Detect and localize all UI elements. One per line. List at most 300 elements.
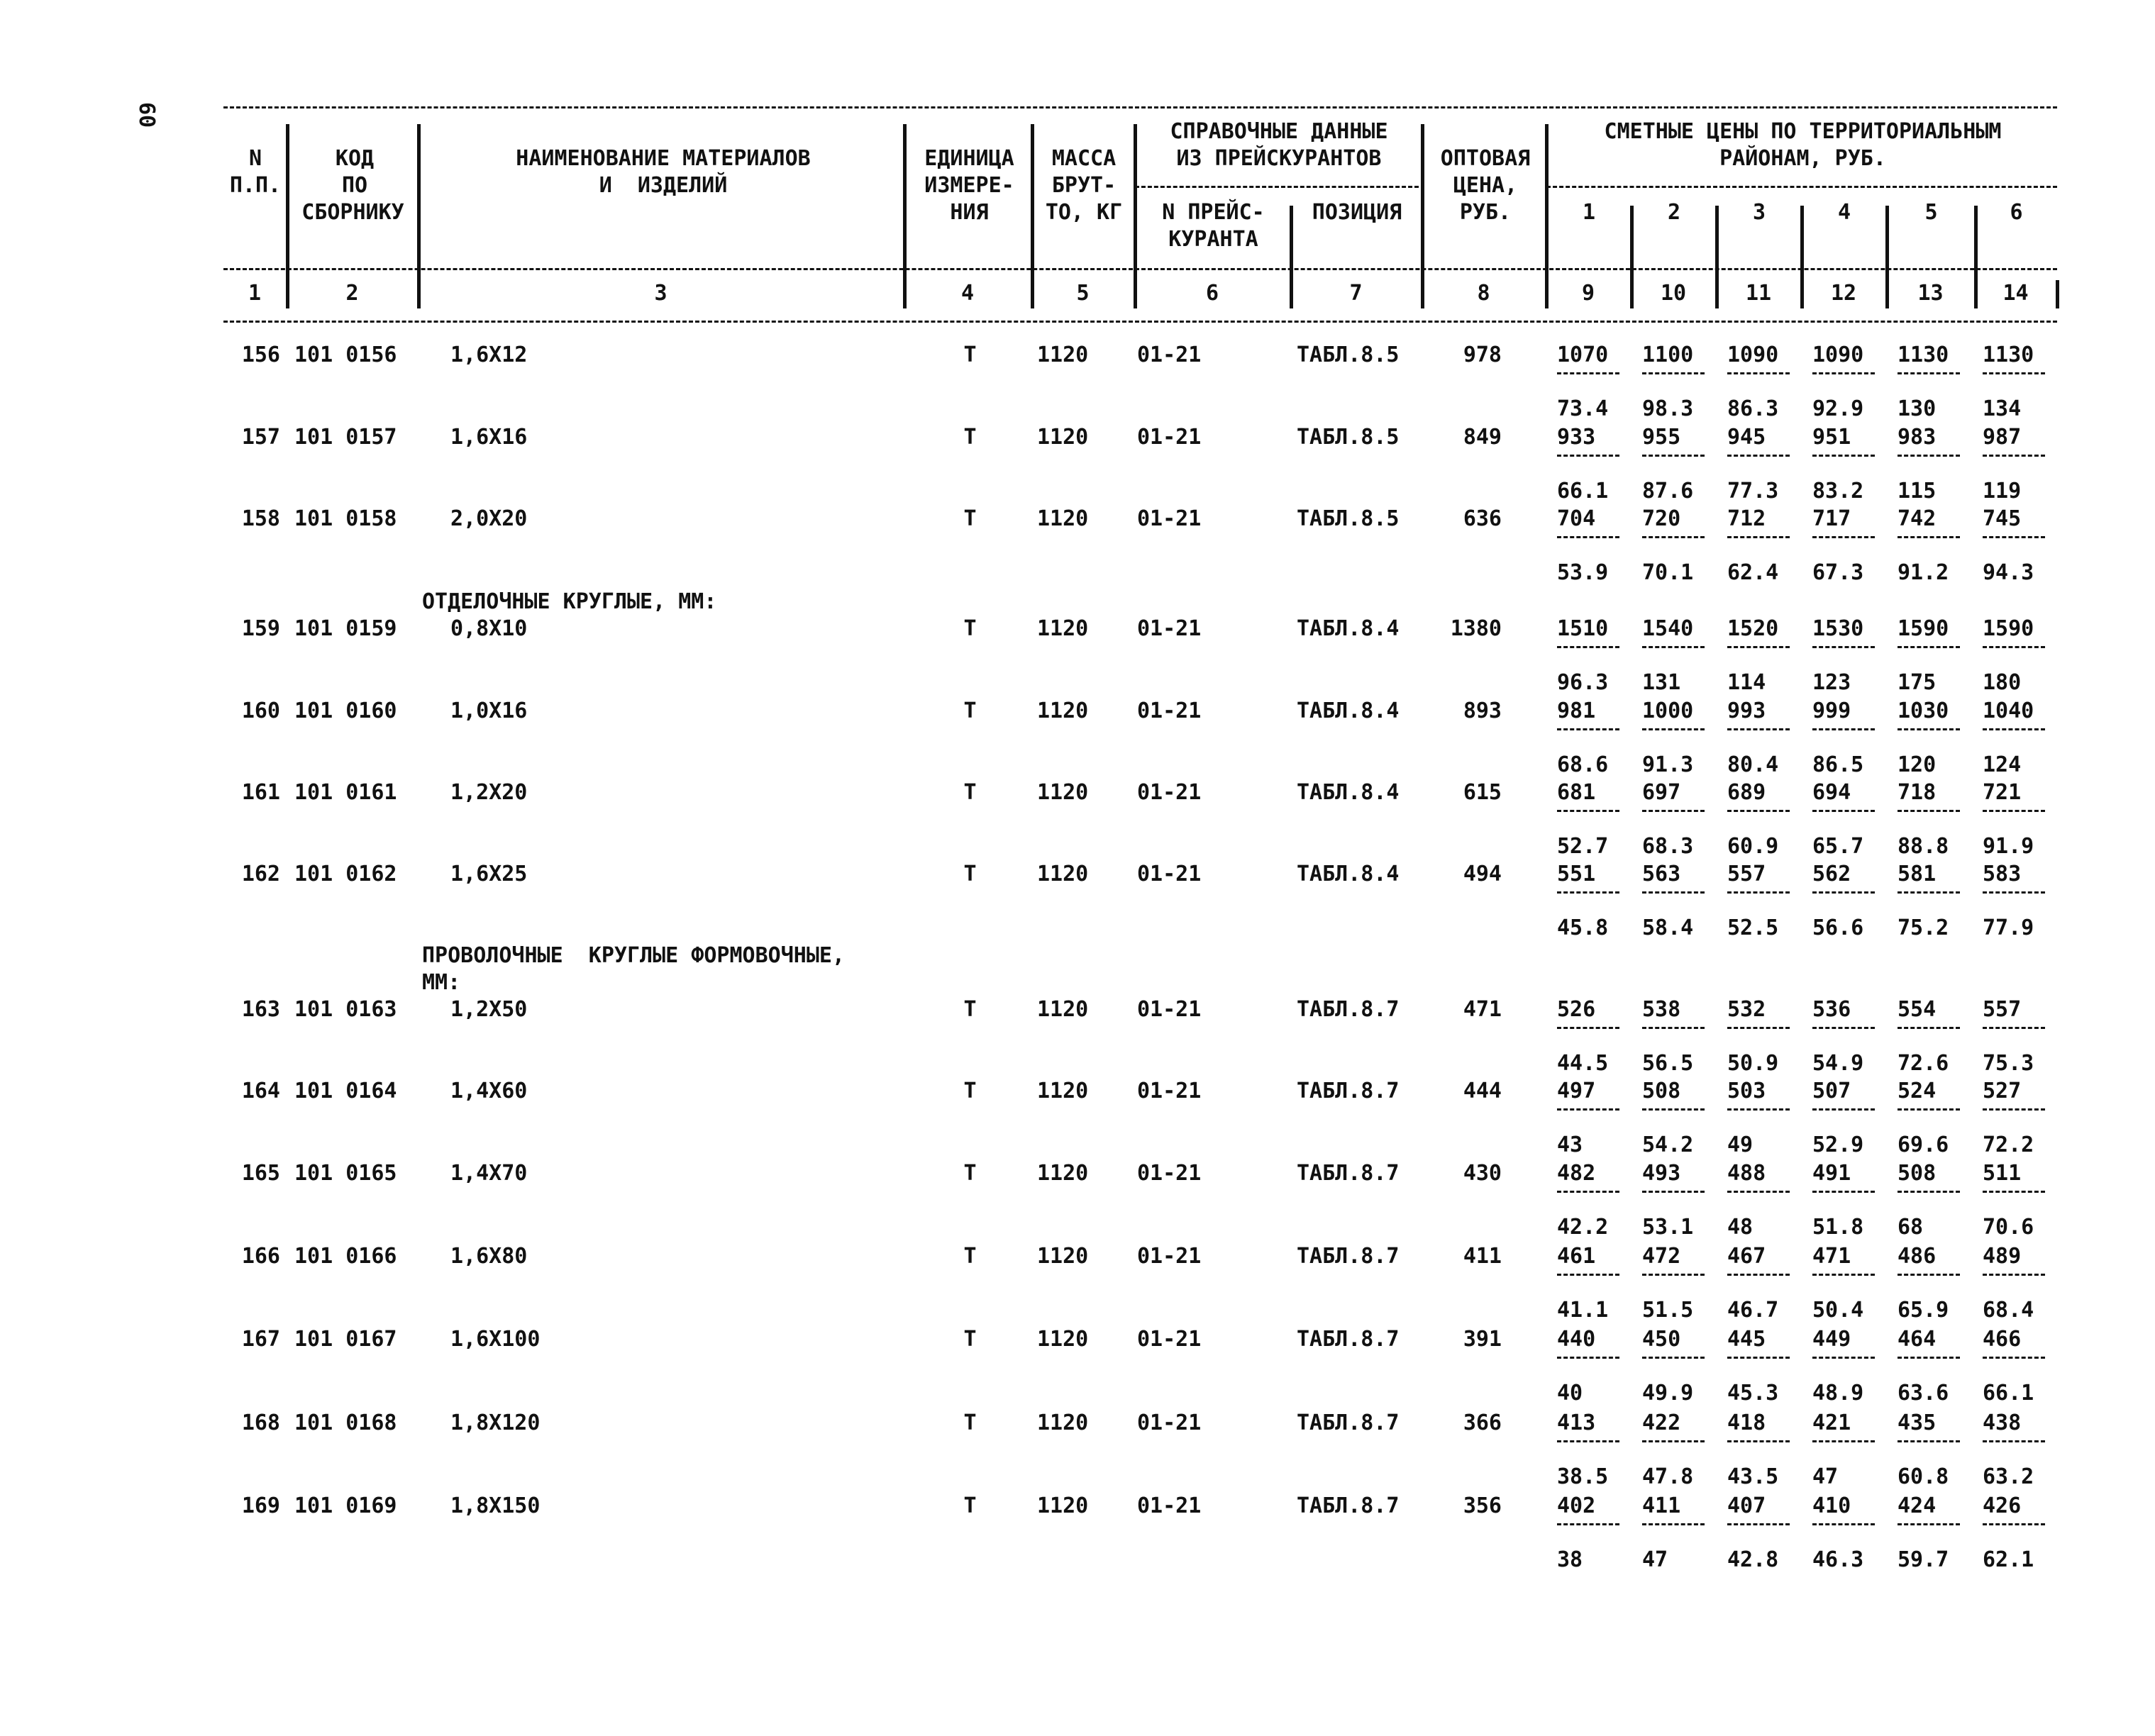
row-sub-value-region-5: 120 — [1898, 752, 1937, 777]
row-name: 1,2X50 — [450, 997, 528, 1022]
row-sub-value-region-2: 87.6 — [1642, 479, 1694, 503]
row-sub-value-region-3: 80.4 — [1727, 752, 1779, 777]
price-divider-dash — [1557, 1108, 1619, 1111]
price-divider-dash — [1727, 810, 1790, 812]
price-divider-dash — [1983, 1191, 2045, 1193]
price-divider-dash — [1983, 646, 2045, 648]
row-price-region-4: 449 — [1812, 1327, 1851, 1352]
price-divider-dash — [1983, 728, 2045, 730]
row-number: 166 — [241, 1244, 280, 1269]
row-price-list: 01-21 — [1137, 699, 1202, 723]
row-code: 101 0163 — [294, 997, 397, 1022]
row-sub-value-region-4: 47 — [1812, 1464, 1839, 1489]
row-price-region-5: 983 — [1898, 425, 1937, 450]
row-unit: Т — [963, 343, 977, 367]
price-divider-dash — [1642, 1357, 1705, 1359]
column-number-5: 5 — [1076, 281, 1090, 306]
header-region-6: 6 — [2010, 200, 2023, 225]
row-sub-value-region-5: 72.6 — [1898, 1051, 1949, 1076]
price-divider-dash — [1642, 1027, 1705, 1029]
row-code: 101 0168 — [294, 1410, 397, 1435]
price-divider-dash — [1812, 1274, 1875, 1276]
price-divider-dash — [1898, 455, 1960, 457]
row-price-region-3: 418 — [1727, 1410, 1766, 1435]
row-price-region-2: 422 — [1642, 1410, 1681, 1435]
price-divider-dash — [1727, 1357, 1790, 1359]
row-mass: 1120 — [1037, 780, 1089, 805]
price-divider-dash — [1557, 536, 1619, 538]
row-sub-value-region-5: 69.6 — [1898, 1133, 1949, 1157]
header-region-4: 4 — [1837, 200, 1851, 225]
header-col8-line2: ЦЕНА, — [1453, 173, 1518, 198]
column-divider — [2056, 280, 2059, 308]
row-price-list: 01-21 — [1137, 1493, 1202, 1518]
column-number-10: 10 — [1660, 281, 1687, 306]
row-number: 160 — [241, 699, 280, 723]
column-number-12: 12 — [1830, 281, 1857, 306]
row-price-region-1: 981 — [1557, 699, 1596, 723]
price-divider-dash — [1812, 1523, 1875, 1525]
row-number: 168 — [241, 1410, 280, 1435]
price-divider-dash — [1983, 1357, 2045, 1359]
section-title: ОТДЕЛОЧНЫЕ КРУГЛЫЕ, ММ: — [422, 589, 717, 614]
row-wholesale: 1380 — [1450, 616, 1502, 641]
row-price-region-6: 466 — [1983, 1327, 2022, 1352]
header-col8-line1: ОПТОВАЯ — [1440, 146, 1531, 171]
row-name: 1,8X150 — [450, 1493, 541, 1518]
price-divider-dash — [1812, 1027, 1875, 1029]
row-sub-value-region-6: 62.1 — [1983, 1547, 2034, 1572]
row-sub-value-region-5: 115 — [1898, 479, 1937, 503]
price-divider-dash — [1898, 891, 1960, 894]
row-number: 158 — [241, 506, 280, 531]
price-divider-dash — [1812, 1191, 1875, 1193]
price-divider-dash — [1983, 1523, 2045, 1525]
column-number-1: 1 — [248, 281, 262, 306]
row-price-region-5: 1590 — [1898, 616, 1949, 641]
row-wholesale: 978 — [1463, 343, 1502, 367]
price-divider-dash — [1898, 728, 1960, 730]
row-price-region-3: 689 — [1727, 780, 1766, 805]
row-position: ТАБЛ.8.5 — [1297, 506, 1400, 531]
row-price-list: 01-21 — [1137, 506, 1202, 531]
price-divider-dash — [1557, 1523, 1619, 1525]
price-divider-dash — [1898, 372, 1960, 374]
price-divider-dash — [1557, 1274, 1619, 1276]
row-price-region-1: 1070 — [1557, 343, 1609, 367]
row-price-region-6: 987 — [1983, 425, 2022, 450]
row-price-region-6: 1130 — [1983, 343, 2034, 367]
row-mass: 1120 — [1037, 506, 1089, 531]
row-price-region-4: 471 — [1812, 1244, 1851, 1269]
row-sub-value-region-1: 38 — [1557, 1547, 1583, 1572]
row-code: 101 0164 — [294, 1079, 397, 1103]
row-mass: 1120 — [1037, 997, 1089, 1022]
row-price-region-6: 583 — [1983, 862, 2022, 886]
row-price-region-2: 1100 — [1642, 343, 1694, 367]
price-divider-dash — [1642, 1274, 1705, 1276]
row-sub-value-region-2: 47.8 — [1642, 1464, 1694, 1489]
row-position: ТАБЛ.8.4 — [1297, 862, 1400, 886]
row-position: ТАБЛ.8.7 — [1297, 1327, 1400, 1352]
row-price-region-5: 1130 — [1898, 343, 1949, 367]
row-price-region-3: 1520 — [1727, 616, 1779, 641]
row-price-region-2: 411 — [1642, 1493, 1681, 1518]
row-price-region-3: 557 — [1727, 862, 1766, 886]
row-price-region-5: 486 — [1898, 1244, 1937, 1269]
row-sub-value-region-1: 42.2 — [1557, 1215, 1609, 1240]
row-sub-value-region-5: 63.6 — [1898, 1381, 1949, 1406]
ref-group-rule — [1135, 186, 1419, 188]
price-divider-dash — [1812, 810, 1875, 812]
row-sub-value-region-2: 56.5 — [1642, 1051, 1694, 1076]
price-divider-dash — [1898, 1027, 1960, 1029]
price-divider-dash — [1642, 891, 1705, 894]
row-mass: 1120 — [1037, 699, 1089, 723]
row-sub-value-region-4: 83.2 — [1812, 479, 1864, 503]
price-divider-dash — [1642, 536, 1705, 538]
row-sub-value-region-3: 77.3 — [1727, 479, 1779, 503]
row-code: 101 0162 — [294, 862, 397, 886]
row-mass: 1120 — [1037, 1161, 1089, 1186]
row-sub-value-region-2: 49.9 — [1642, 1381, 1694, 1406]
row-position: ТАБЛ.8.7 — [1297, 1079, 1400, 1103]
row-sub-value-region-6: 94.3 — [1983, 560, 2034, 585]
row-mass: 1120 — [1037, 1327, 1089, 1352]
price-divider-dash — [1642, 1108, 1705, 1111]
column-number-11: 11 — [1745, 281, 1772, 306]
row-sub-value-region-5: 91.2 — [1898, 560, 1949, 585]
row-sub-value-region-5: 75.2 — [1898, 916, 1949, 940]
row-price-region-2: 472 — [1642, 1244, 1681, 1269]
row-unit: Т — [963, 862, 977, 886]
row-sub-value-region-3: 48 — [1727, 1215, 1754, 1240]
row-sub-value-region-4: 46.3 — [1812, 1547, 1864, 1572]
row-price-region-6: 426 — [1983, 1493, 2022, 1518]
row-sub-value-region-6: 70.6 — [1983, 1215, 2034, 1240]
price-divider-dash — [1812, 891, 1875, 894]
row-sub-value-region-2: 58.4 — [1642, 916, 1694, 940]
row-sub-value-region-1: 41.1 — [1557, 1298, 1609, 1323]
row-mass: 1120 — [1037, 425, 1089, 450]
row-price-region-6: 438 — [1983, 1410, 2022, 1435]
column-number-6: 6 — [1205, 281, 1219, 306]
price-divider-dash — [1812, 728, 1875, 730]
row-sub-value-region-4: 92.9 — [1812, 396, 1864, 421]
row-price-region-4: 694 — [1812, 780, 1851, 805]
row-wholesale: 444 — [1463, 1079, 1502, 1103]
price-divider-dash — [1727, 1440, 1790, 1442]
price-divider-dash — [1898, 1191, 1960, 1193]
row-price-region-1: 551 — [1557, 862, 1596, 886]
price-divider-dash — [1557, 455, 1619, 457]
price-divider-dash — [1557, 1191, 1619, 1193]
row-price-region-1: 440 — [1557, 1327, 1596, 1352]
header-col7: ПОЗИЦИЯ — [1312, 200, 1402, 225]
row-unit: Т — [963, 1244, 977, 1269]
price-divider-dash — [1727, 372, 1790, 374]
row-name: 0,8X10 — [450, 616, 528, 641]
row-name: 1,4X70 — [450, 1161, 528, 1186]
price-divider-dash — [1727, 1274, 1790, 1276]
row-mass: 1120 — [1037, 343, 1089, 367]
row-name: 1,2X20 — [450, 780, 528, 805]
row-name: 1,0X16 — [450, 699, 528, 723]
row-price-region-3: 1090 — [1727, 343, 1779, 367]
row-sub-value-region-6: 124 — [1983, 752, 2022, 777]
price-divider-dash — [1557, 1027, 1619, 1029]
row-code: 101 0156 — [294, 343, 397, 367]
row-code: 101 0159 — [294, 616, 397, 641]
row-price-region-6: 721 — [1983, 780, 2022, 805]
price-divider-dash — [1812, 646, 1875, 648]
row-price-region-2: 697 — [1642, 780, 1681, 805]
row-name: 2,0X20 — [450, 506, 528, 531]
header-col5-line3: ТО, КГ — [1045, 200, 1123, 225]
row-price-region-1: 461 — [1557, 1244, 1596, 1269]
row-price-region-2: 1000 — [1642, 699, 1694, 723]
row-number: 167 — [241, 1327, 280, 1352]
row-price-region-4: 491 — [1812, 1161, 1851, 1186]
row-wholesale: 615 — [1463, 780, 1502, 805]
row-price-region-4: 717 — [1812, 506, 1851, 531]
row-price-region-3: 467 — [1727, 1244, 1766, 1269]
section-title: ММ: — [422, 970, 461, 995]
row-name: 1,8X120 — [450, 1410, 541, 1435]
row-price-region-5: 508 — [1898, 1161, 1937, 1186]
row-price-list: 01-21 — [1137, 1079, 1202, 1103]
row-price-region-1: 482 — [1557, 1161, 1596, 1186]
row-sub-value-region-2: 53.1 — [1642, 1215, 1694, 1240]
row-sub-value-region-1: 44.5 — [1557, 1051, 1609, 1076]
header-col4-line2: ИЗМЕРЕ- — [924, 173, 1014, 198]
row-sub-value-region-1: 66.1 — [1557, 479, 1609, 503]
row-position: ТАБЛ.8.7 — [1297, 1244, 1400, 1269]
row-price-region-1: 413 — [1557, 1410, 1596, 1435]
header-col1-line1: N — [248, 146, 262, 171]
row-sub-value-region-5: 68 — [1898, 1215, 1924, 1240]
price-divider-dash — [1727, 1191, 1790, 1193]
row-sub-value-region-2: 47 — [1642, 1547, 1668, 1572]
price-divider-dash — [1983, 1108, 2045, 1111]
row-price-region-5: 742 — [1898, 506, 1937, 531]
row-price-region-3: 532 — [1727, 997, 1766, 1022]
row-position: ТАБЛ.8.5 — [1297, 343, 1400, 367]
row-code: 101 0166 — [294, 1244, 397, 1269]
column-number-9: 9 — [1581, 281, 1595, 306]
row-price-region-5: 1030 — [1898, 699, 1949, 723]
header-col2-line3: СБОРНИКУ — [301, 200, 404, 225]
row-price-region-6: 745 — [1983, 506, 2022, 531]
price-divider-dash — [1642, 1191, 1705, 1193]
price-divider-dash — [1898, 1274, 1960, 1276]
price-divider-dash — [1642, 1523, 1705, 1525]
column-number-7: 7 — [1349, 281, 1363, 306]
price-divider-dash — [1983, 536, 2045, 538]
row-price-list: 01-21 — [1137, 1410, 1202, 1435]
page-number: 60 — [134, 102, 159, 128]
row-price-region-4: 1530 — [1812, 616, 1864, 641]
header-col6-line1: N ПРЕЙС- — [1162, 200, 1265, 225]
row-price-region-1: 933 — [1557, 425, 1596, 450]
row-price-region-4: 951 — [1812, 425, 1851, 450]
price-divider-dash — [1642, 372, 1705, 374]
price-divider-dash — [1983, 1027, 2045, 1029]
price-divider-dash — [1642, 1440, 1705, 1442]
row-sub-value-region-3: 86.3 — [1727, 396, 1779, 421]
row-sub-value-region-3: 60.9 — [1727, 834, 1779, 859]
header-col4-line1: ЕДИНИЦА — [924, 146, 1014, 171]
row-number: 165 — [241, 1161, 280, 1186]
price-divider-dash — [1812, 536, 1875, 538]
price-divider-dash — [1983, 1274, 2045, 1276]
row-unit: Т — [963, 699, 977, 723]
section-title: ПРОВОЛОЧНЫЕ КРУГЛЫЕ ФОРМОВОЧНЫЕ, — [422, 943, 846, 968]
row-sub-value-region-1: 68.6 — [1557, 752, 1609, 777]
row-sub-value-region-2: 98.3 — [1642, 396, 1694, 421]
row-price-region-3: 445 — [1727, 1327, 1766, 1352]
row-price-region-6: 489 — [1983, 1244, 2022, 1269]
row-code: 101 0160 — [294, 699, 397, 723]
price-divider-dash — [1557, 646, 1619, 648]
price-divider-dash — [1727, 646, 1790, 648]
row-unit: Т — [963, 997, 977, 1022]
price-divider-dash — [1557, 810, 1619, 812]
row-wholesale: 494 — [1463, 862, 1502, 886]
row-sub-value-region-3: 50.9 — [1727, 1051, 1779, 1076]
row-price-region-5: 581 — [1898, 862, 1937, 886]
row-wholesale: 391 — [1463, 1327, 1502, 1352]
column-number-2: 2 — [345, 281, 359, 306]
row-code: 101 0167 — [294, 1327, 397, 1352]
header-region-1: 1 — [1582, 200, 1596, 225]
row-unit: Т — [963, 1079, 977, 1103]
row-price-list: 01-21 — [1137, 343, 1202, 367]
row-price-region-5: 435 — [1898, 1410, 1937, 1435]
row-sub-value-region-4: 54.9 — [1812, 1051, 1864, 1076]
row-code: 101 0161 — [294, 780, 397, 805]
row-price-region-4: 507 — [1812, 1079, 1851, 1103]
row-number: 163 — [241, 997, 280, 1022]
row-sub-value-region-2: 51.5 — [1642, 1298, 1694, 1323]
column-number-8: 8 — [1477, 281, 1490, 306]
row-price-region-5: 524 — [1898, 1079, 1937, 1103]
row-sub-value-region-3: 43.5 — [1727, 1464, 1779, 1489]
price-divider-dash — [1898, 646, 1960, 648]
row-position: ТАБЛ.8.7 — [1297, 1493, 1400, 1518]
row-sub-value-region-5: 59.7 — [1898, 1547, 1949, 1572]
price-divider-dash — [1727, 891, 1790, 894]
row-mass: 1120 — [1037, 1493, 1089, 1518]
row-sub-value-region-2: 131 — [1642, 670, 1681, 695]
row-position: ТАБЛ.8.5 — [1297, 425, 1400, 450]
row-price-region-1: 704 — [1557, 506, 1596, 531]
column-number-3: 3 — [654, 281, 667, 306]
row-sub-value-region-4: 52.9 — [1812, 1133, 1864, 1157]
row-price-region-6: 557 — [1983, 997, 2022, 1022]
price-divider-dash — [1983, 810, 2045, 812]
row-price-region-1: 681 — [1557, 780, 1596, 805]
price-divider-dash — [1898, 536, 1960, 538]
row-wholesale: 893 — [1463, 699, 1502, 723]
row-wholesale: 366 — [1463, 1410, 1502, 1435]
row-sub-value-region-4: 56.6 — [1812, 916, 1864, 940]
row-sub-value-region-2: 68.3 — [1642, 834, 1694, 859]
row-name: 1,6X12 — [450, 343, 528, 367]
header-price-group-line2: РАЙОНАМ, РУБ. — [1719, 146, 1886, 171]
row-price-region-2: 508 — [1642, 1079, 1681, 1103]
row-price-list: 01-21 — [1137, 862, 1202, 886]
header-col2-line1: КОД — [335, 146, 375, 171]
row-price-region-1: 497 — [1557, 1079, 1596, 1103]
row-wholesale: 849 — [1463, 425, 1502, 450]
price-divider-dash — [1727, 1523, 1790, 1525]
price-divider-dash — [1812, 1108, 1875, 1111]
row-price-region-6: 1040 — [1983, 699, 2034, 723]
row-unit: Т — [963, 1493, 977, 1518]
row-mass: 1120 — [1037, 1410, 1089, 1435]
row-number: 169 — [241, 1493, 280, 1518]
header-col3-line1: НАИМЕНОВАНИЕ МАТЕРИАЛОВ — [516, 146, 811, 171]
price-divider-dash — [1642, 728, 1705, 730]
row-price-region-5: 718 — [1898, 780, 1937, 805]
header-col8-line3: РУБ. — [1459, 200, 1512, 225]
row-sub-value-region-5: 175 — [1898, 670, 1937, 695]
row-unit: Т — [963, 1327, 977, 1352]
row-sub-value-region-6: 68.4 — [1983, 1298, 2034, 1323]
row-position: ТАБЛ.8.4 — [1297, 699, 1400, 723]
row-price-region-4: 421 — [1812, 1410, 1851, 1435]
row-number: 161 — [241, 780, 280, 805]
row-position: ТАБЛ.8.7 — [1297, 997, 1400, 1022]
row-price-region-2: 563 — [1642, 862, 1681, 886]
row-unit: Т — [963, 1161, 977, 1186]
row-price-region-3: 407 — [1727, 1493, 1766, 1518]
row-price-list: 01-21 — [1137, 780, 1202, 805]
row-sub-value-region-1: 43 — [1557, 1133, 1583, 1157]
row-sub-value-region-1: 40 — [1557, 1381, 1583, 1406]
row-sub-value-region-3: 42.8 — [1727, 1547, 1779, 1572]
row-sub-value-region-6: 75.3 — [1983, 1051, 2034, 1076]
row-sub-value-region-4: 51.8 — [1812, 1215, 1864, 1240]
header-col2-line2: ПО — [341, 173, 368, 198]
row-sub-value-region-6: 77.9 — [1983, 916, 2034, 940]
row-price-region-5: 424 — [1898, 1493, 1937, 1518]
row-sub-value-region-3: 62.4 — [1727, 560, 1779, 585]
header-col3-line2: И ИЗДЕЛИЙ — [599, 173, 728, 198]
row-number: 162 — [241, 862, 280, 886]
row-wholesale: 411 — [1463, 1244, 1502, 1269]
row-code: 101 0169 — [294, 1493, 397, 1518]
price-divider-dash — [1727, 1108, 1790, 1111]
price-divider-dash — [1727, 728, 1790, 730]
row-price-region-2: 1540 — [1642, 616, 1694, 641]
header-region-2: 2 — [1667, 200, 1681, 225]
row-name: 1,6X16 — [450, 425, 528, 450]
row-sub-value-region-6: 63.2 — [1983, 1464, 2034, 1489]
row-price-region-5: 464 — [1898, 1327, 1937, 1352]
header-col5-line1: МАССА — [1051, 146, 1117, 171]
row-sub-value-region-3: 46.7 — [1727, 1298, 1779, 1323]
row-price-list: 01-21 — [1137, 616, 1202, 641]
row-price-region-6: 511 — [1983, 1161, 2022, 1186]
price-divider-dash — [1642, 455, 1705, 457]
row-wholesale: 356 — [1463, 1493, 1502, 1518]
row-wholesale: 636 — [1463, 506, 1502, 531]
row-price-region-2: 720 — [1642, 506, 1681, 531]
header-bottom-rule — [223, 268, 2057, 270]
row-price-list: 01-21 — [1137, 1244, 1202, 1269]
